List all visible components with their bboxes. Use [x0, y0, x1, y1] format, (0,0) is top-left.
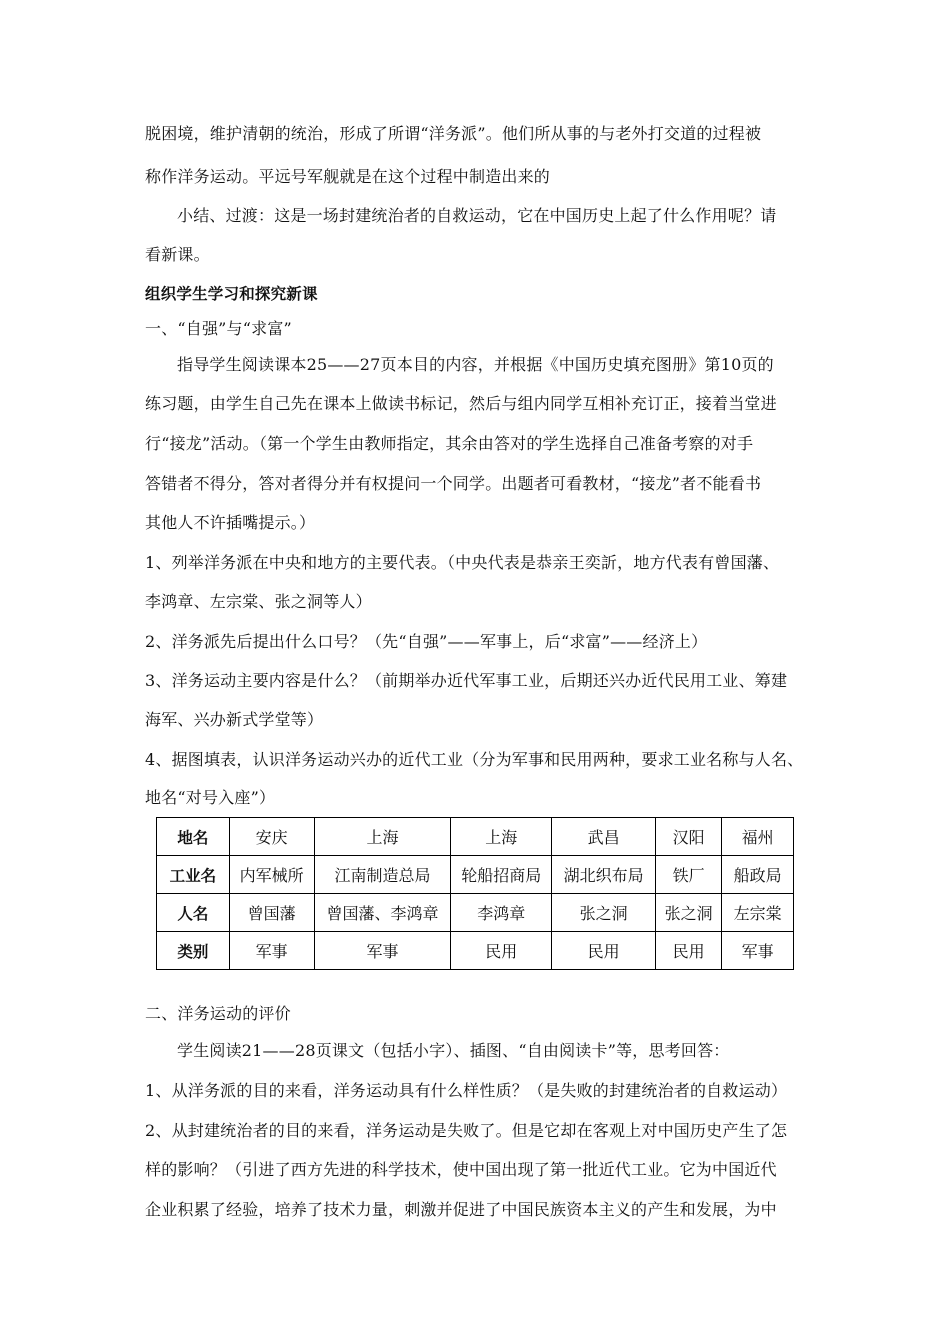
- table-row: [157, 818, 794, 856]
- table-cell: 湖北织布局: [552, 856, 656, 894]
- row-header: 人名: [157, 894, 230, 932]
- paragraph-line: 李鸿章、左宗棠、张之洞等人）: [145, 592, 372, 611]
- question-line: 1、从洋务派的目的来看，洋务运动具有什么样性质？（是失败的封建统治者的自救运动）: [145, 1081, 788, 1100]
- paragraph-line: 地名“对号入座”）: [145, 788, 276, 807]
- paragraph-line: 答错者不得分，答对者得分并有权提问一个同学。出题者可看教材，“接龙”者不能看书: [145, 474, 762, 493]
- table-cell: 民用: [656, 932, 722, 970]
- table-cell: 江南制造总局: [314, 856, 451, 894]
- question-line: 1、列举洋务派在中央和地方的主要代表。（中央代表是恭亲王奕訢，地方代表有曾国藩、: [145, 553, 780, 572]
- table-cell: 武昌: [552, 818, 656, 856]
- table-row: [157, 856, 794, 894]
- table-row: [157, 932, 794, 970]
- paragraph-line: 样的影响？（引进了西方先进的科学技术，使中国出现了第一批近代工业。它为中国近代: [145, 1160, 777, 1179]
- table-cell: 福州: [722, 818, 794, 856]
- paragraph-line: 小结、过渡：这是一场封建统治者的自救运动，它在中国历史上起了什么作用呢？请: [177, 206, 777, 225]
- table-cell: 民用: [451, 932, 552, 970]
- row-header: 类别: [157, 932, 230, 970]
- table-cell: 上海: [314, 818, 451, 856]
- question-line: 2、洋务派先后提出什么口号？（先“自强”——军事上，后“求富”——经济上）: [145, 632, 708, 651]
- table-cell: 军事: [722, 932, 794, 970]
- table-cell: 左宗棠: [722, 894, 794, 932]
- paragraph-line: 海军、兴办新式学堂等）: [145, 710, 324, 729]
- question-line: 2、从封建统治者的目的来看，洋务运动是失败了。但是它却在客观上对中国历史产生了怎: [145, 1121, 788, 1140]
- table-cell: 民用: [552, 932, 656, 970]
- industry-table: [156, 817, 794, 970]
- table-cell: 军事: [314, 932, 451, 970]
- subsection-heading: 一、“自强”与“求富”: [145, 319, 292, 338]
- paragraph-line: 练习题，由学生自己先在课本上做读书标记，然后与组内同学互相补充订正，接着当堂进: [145, 394, 777, 413]
- paragraph-line: 指导学生阅读课本25——27页本目的内容，并根据《中国历史填充图册》第10页的: [177, 355, 774, 374]
- paragraph-line: 行“接龙”活动。（第一个学生由教师指定，其余由答对的学生选择自己准备考察的对手: [145, 434, 754, 453]
- table-cell: 船政局: [722, 856, 794, 894]
- table-cell: 铁厂: [656, 856, 722, 894]
- subsection-heading: 二、洋务运动的评价: [145, 1004, 291, 1023]
- table-cell: 军事: [229, 932, 314, 970]
- table-cell: 曾国藩: [229, 894, 314, 932]
- paragraph-line: 脱困境，维护清朝的统治，形成了所谓“洋务派”。他们所从事的与老外打交道的过程被: [145, 124, 762, 143]
- table-cell: 张之洞: [656, 894, 722, 932]
- table-row: [157, 894, 794, 932]
- paragraph-line: 其他人不许插嘴提示。）: [145, 513, 316, 532]
- row-header: 工业名: [157, 856, 230, 894]
- table-cell: 汉阳: [656, 818, 722, 856]
- paragraph-line: 称作洋务运动。平远号军舰就是在这个过程中制造出来的: [145, 167, 551, 186]
- question-line: 3、洋务运动主要内容是什么？（前期举办近代军事工业，后期还兴办近代民用工业、筹建: [145, 671, 788, 690]
- table-cell: 曾国藩、李鸿章: [314, 894, 451, 932]
- paragraph-line: 企业积累了经验，培养了技术力量，刺激并促进了中国民族资本主义的产生和发展，为中: [145, 1200, 777, 1219]
- table-cell: 李鸿章: [451, 894, 552, 932]
- section-heading: 组织学生学习和探究新课: [145, 285, 318, 303]
- paragraph-line: 看新课。: [145, 245, 210, 264]
- table-cell: 轮船招商局: [451, 856, 552, 894]
- table-cell: 张之洞: [552, 894, 656, 932]
- table-cell: 内军械所: [229, 856, 314, 894]
- question-line: 4、据图填表，认识洋务运动兴办的近代工业（分为军事和民用两种，要求工业名称与人名、: [145, 750, 804, 769]
- paragraph-line: 学生阅读21——28页课文（包括小字）、插图、“自由阅读卡”等，思考回答：: [177, 1041, 730, 1060]
- table-cell: 安庆: [229, 818, 314, 856]
- row-header: 地名: [157, 818, 230, 856]
- table-cell: 上海: [451, 818, 552, 856]
